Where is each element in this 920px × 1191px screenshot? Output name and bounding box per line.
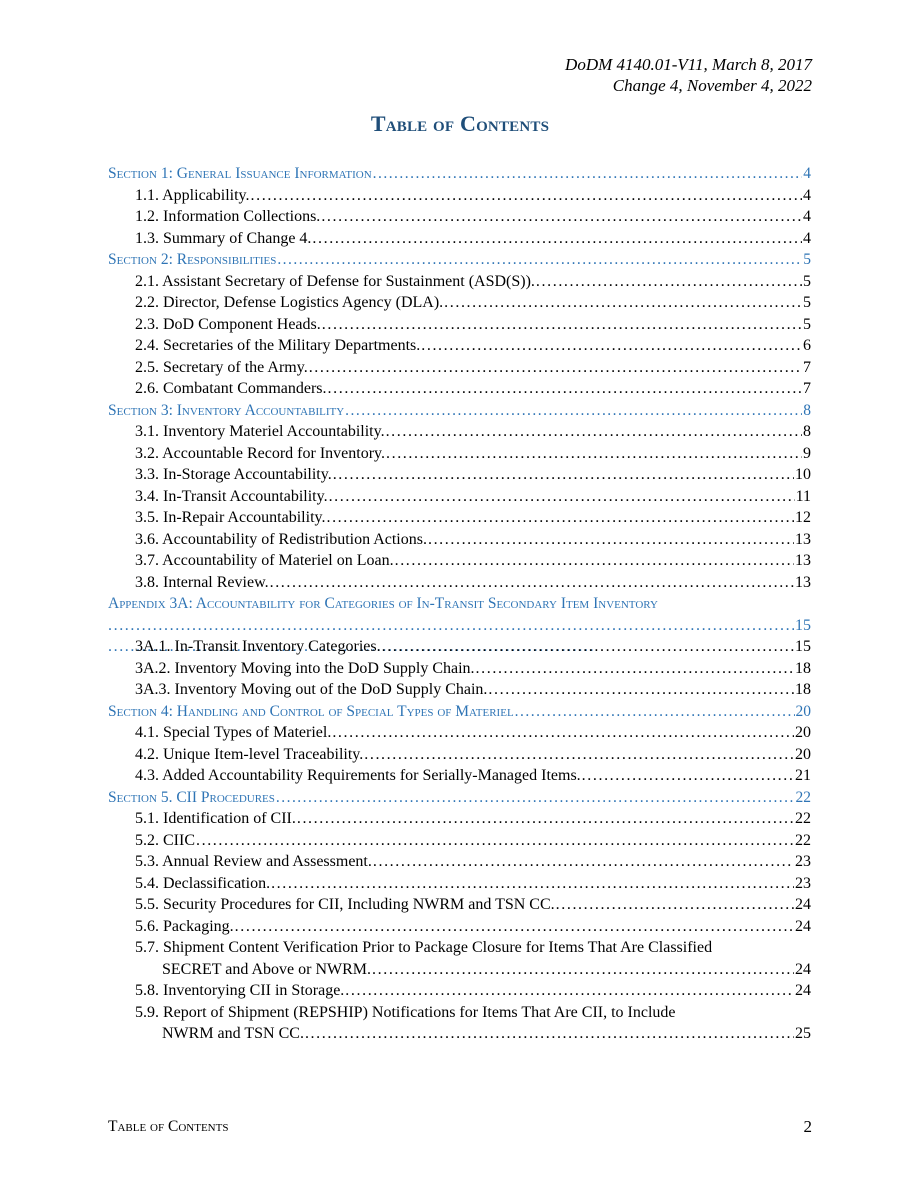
dot-leader bbox=[297, 808, 794, 830]
toc-item-link[interactable] bbox=[108, 529, 811, 551]
toc-entry-page: 6 bbox=[803, 337, 811, 354]
toc-entry-title: 5.8. Inventorying CII in Storage. bbox=[135, 982, 345, 999]
toc-item-link[interactable] bbox=[108, 744, 811, 766]
toc-entry-page: 22 bbox=[795, 788, 811, 806]
toc-item-link[interactable] bbox=[108, 421, 811, 443]
toc-entry-page: 25 bbox=[795, 1025, 811, 1042]
toc-entry-page: 20 bbox=[795, 702, 811, 720]
toc-entry-page: 10 bbox=[795, 466, 811, 483]
toc-entry-title: 1.3. Summary of Change 4. bbox=[135, 229, 312, 247]
dot-leader bbox=[276, 787, 795, 809]
toc-entry-title: Section 2: Responsibilities bbox=[108, 251, 277, 268]
dot-leader bbox=[488, 679, 794, 701]
toc-section-link[interactable] bbox=[108, 400, 811, 422]
toc-entry-page: 23 bbox=[795, 853, 811, 870]
toc-entry-title-continued: SECRET and Above or NWRM. bbox=[162, 960, 372, 978]
toc-entry-title: 2.2. Director, Defense Logistics Agency (DLA). bbox=[135, 294, 444, 311]
toc-item-link[interactable] bbox=[108, 808, 811, 830]
toc-entry-title: 2.5. Secretary of the Army. bbox=[135, 358, 308, 376]
toc-entry-title: 3.2. Accountable Record for Inventory. bbox=[135, 444, 385, 462]
dot-leader bbox=[515, 701, 795, 723]
dot-leader bbox=[536, 271, 802, 293]
toc-item-link[interactable] bbox=[108, 636, 811, 658]
dot-leader bbox=[421, 335, 802, 357]
toc-item-link[interactable] bbox=[108, 486, 811, 508]
toc-entry-page: 5 bbox=[803, 272, 811, 290]
toc-section-link[interactable] bbox=[108, 249, 811, 271]
toc-entry-page: 22 bbox=[795, 810, 811, 827]
dot-leader bbox=[329, 486, 795, 508]
toc-entry-title: 3.7. Accountability of Materiel on Loan. bbox=[135, 552, 394, 569]
toc-entry-title: 4.3. Added Accountability Requirements for Serially-Managed Items. bbox=[135, 767, 581, 784]
toc-entry-title: 2.1. Assistant Secretary of Defense for Sustainment (ASD(S)). bbox=[135, 272, 535, 290]
toc-entry-title: 3.8. Internal Review. bbox=[135, 573, 269, 591]
toc-entry-page: 5 bbox=[803, 315, 811, 333]
toc-item-link[interactable] bbox=[108, 228, 811, 250]
toc-entry-title: 3.1. Inventory Materiel Accountability. bbox=[135, 423, 385, 440]
dot-leader bbox=[373, 851, 794, 873]
page-number: 2 bbox=[803, 1117, 812, 1136]
toc-entry-title: Section 3: Inventory Accountability bbox=[108, 401, 345, 419]
toc-item-link[interactable] bbox=[108, 507, 811, 529]
dot-leader bbox=[196, 830, 794, 852]
toc-entry-title: 3.4. In-Transit Accountability. bbox=[135, 487, 328, 505]
toc-item-link[interactable] bbox=[108, 335, 811, 357]
toc-entry-page: 11 bbox=[795, 487, 811, 505]
toc-entry-title: 5.7. Shipment Content Verification Prior to Package Closure for Items That Are Classified bbox=[135, 939, 713, 956]
document-header bbox=[565, 54, 812, 96]
dot-leader bbox=[364, 744, 794, 766]
toc-entry-title: 4.1. Special Types of Materiel. bbox=[135, 724, 332, 741]
dot-leader bbox=[277, 249, 802, 271]
toc-item-link[interactable] bbox=[108, 873, 811, 895]
toc-entry-page: 13 bbox=[795, 552, 811, 569]
toc-entry-title: 3.6. Accountability of Redistribution Actions. bbox=[135, 530, 427, 548]
toc-entry-title: 1.1. Applicability. bbox=[135, 186, 250, 204]
toc-entry-title: 5.3. Annual Review and Assessment. bbox=[135, 853, 372, 870]
toc-entry-page: 7 bbox=[803, 358, 811, 376]
dot-leader bbox=[395, 550, 794, 572]
dot-leader bbox=[428, 529, 794, 551]
toc-entry-title-continued: NWRM and TSN CC. bbox=[162, 1025, 304, 1042]
toc-entry-title: Section 1: General Issuance Information bbox=[108, 165, 372, 182]
toc-item-link[interactable] bbox=[108, 980, 811, 1002]
toc-entry-page: 15 bbox=[795, 616, 811, 634]
toc-entry-page: 24 bbox=[795, 960, 811, 978]
dot-leader bbox=[345, 980, 794, 1002]
page-title: Table of Contents bbox=[370, 111, 550, 136]
toc-entry-title: 2.6. Combatant Commanders. bbox=[135, 380, 327, 397]
toc-item-link[interactable] bbox=[108, 894, 811, 916]
toc-entry-page: 8 bbox=[803, 401, 811, 419]
change-date: Change 4, November 4, 2022 bbox=[612, 76, 812, 95]
toc-item-link[interactable] bbox=[108, 572, 811, 594]
dot-leader bbox=[309, 357, 802, 379]
toc-entry-title: 1.2. Information Collections. bbox=[135, 208, 321, 225]
toc-entry-page: 9 bbox=[803, 444, 811, 462]
table-of-contents bbox=[108, 163, 811, 1045]
toc-item-link[interactable] bbox=[108, 916, 811, 938]
dot-leader bbox=[444, 292, 802, 314]
toc-entry-title: Appendix 3A: Accountability for Categories of In-Transit Secondary Item Inventory bbox=[108, 595, 658, 612]
toc-item-link[interactable] bbox=[108, 550, 811, 572]
toc-section-link[interactable] bbox=[108, 701, 811, 723]
toc-entry-title: 4.2. Unique Item-level Traceability. bbox=[135, 745, 364, 763]
toc-item-link[interactable] bbox=[108, 292, 811, 314]
toc-entry-page: 22 bbox=[795, 831, 811, 849]
toc-item-link[interactable] bbox=[108, 185, 811, 207]
dot-leader bbox=[251, 185, 802, 207]
toc-entry-page: 20 bbox=[795, 745, 811, 763]
toc-item-link[interactable] bbox=[108, 443, 811, 465]
toc-item-link[interactable] bbox=[108, 1002, 811, 1045]
toc-entry-title: 3A.1. In-Transit Inventory Categories. bbox=[135, 638, 381, 655]
toc-item-link[interactable] bbox=[108, 464, 811, 486]
toc-item-link[interactable] bbox=[108, 314, 811, 336]
dot-leader bbox=[328, 378, 802, 400]
toc-entry-page: 13 bbox=[795, 573, 811, 591]
dot-leader bbox=[332, 722, 794, 744]
toc-item-link[interactable] bbox=[108, 378, 811, 400]
toc-entry-title: 5.1. Identification of CII. bbox=[135, 810, 296, 827]
toc-item-link[interactable] bbox=[108, 765, 811, 787]
toc-entry-page: 4 bbox=[803, 186, 811, 204]
toc-entry-title: 2.3. DoD Component Heads. bbox=[135, 315, 321, 333]
toc-entry-title: 5.2. CIIC bbox=[135, 831, 195, 849]
dot-leader bbox=[556, 894, 794, 916]
dot-leader bbox=[386, 443, 802, 465]
dot-leader bbox=[305, 1023, 794, 1045]
dot-leader bbox=[271, 873, 794, 895]
toc-entry-page: 24 bbox=[795, 982, 811, 999]
toc-item-link[interactable] bbox=[108, 206, 811, 228]
dot-leader bbox=[312, 228, 802, 250]
toc-entry-title: 5.4. Declassification. bbox=[135, 874, 271, 892]
dot-leader bbox=[235, 916, 794, 938]
toc-entry-page: 4 bbox=[803, 165, 811, 182]
toc-entry-page: 8 bbox=[803, 423, 811, 440]
toc-entry-page: 4 bbox=[803, 229, 811, 247]
dot-leader bbox=[345, 400, 802, 422]
toc-entry-page: 12 bbox=[795, 509, 811, 526]
toc-section-link[interactable] bbox=[108, 163, 811, 185]
dot-leader bbox=[321, 206, 802, 228]
toc-entry-page: 7 bbox=[803, 380, 811, 397]
dot-leader bbox=[373, 163, 803, 185]
footer-label: Table of Contents bbox=[108, 1118, 229, 1135]
dot-leader bbox=[382, 636, 794, 658]
toc-item-link[interactable] bbox=[108, 937, 811, 980]
toc-entry-page: 24 bbox=[795, 896, 811, 913]
toc-entry-title: 3.3. In-Storage Accountability. bbox=[135, 466, 332, 483]
toc-entry-page: 5 bbox=[803, 294, 811, 311]
toc-entry-title: 3.5. In-Repair Accountability. bbox=[135, 509, 326, 526]
dot-leader bbox=[386, 421, 802, 443]
toc-appendix-link[interactable] bbox=[108, 593, 811, 636]
toc-entry-title: Section 5. CII Procedures bbox=[108, 788, 275, 806]
toc-item-link[interactable] bbox=[108, 830, 811, 852]
document-id: DoDM 4140.01-V11, March 8, 2017 bbox=[565, 55, 812, 74]
dot-leader bbox=[270, 572, 794, 594]
toc-item-link[interactable] bbox=[108, 851, 811, 873]
dot-leader bbox=[372, 959, 794, 981]
toc-entry-title: Section 4: Handling and Control of Special Types of Materiel bbox=[108, 702, 514, 720]
toc-item-link[interactable] bbox=[108, 722, 811, 744]
toc-item-link[interactable] bbox=[108, 658, 811, 680]
dot-leader bbox=[322, 314, 802, 336]
toc-entry-title: 5.5. Security Procedures for CII, Including NWRM and TSN CC. bbox=[135, 896, 555, 913]
toc-item-link[interactable] bbox=[108, 679, 811, 701]
toc-entry-page: 18 bbox=[795, 659, 811, 677]
dot-leader bbox=[476, 658, 794, 680]
toc-section-link[interactable] bbox=[108, 787, 811, 809]
toc-entry-title: 5.9. Report of Shipment (REPSHIP) Notifications for Items That Are CII, to Include bbox=[135, 1003, 676, 1021]
toc-entry-page: 20 bbox=[795, 724, 811, 741]
dot-leader bbox=[582, 765, 794, 787]
toc-entry-page: 21 bbox=[795, 767, 811, 784]
toc-item-link[interactable] bbox=[108, 271, 811, 293]
toc-entry-page: 4 bbox=[803, 208, 811, 225]
toc-entry-page: 18 bbox=[795, 681, 811, 698]
dot-leader bbox=[326, 507, 794, 529]
toc-entry-title: 3A.2. Inventory Moving into the DoD Supply Chain. bbox=[135, 659, 475, 677]
toc-entry-title: 2.4. Secretaries of the Military Departments. bbox=[135, 337, 421, 354]
toc-entry-title: 3A.3. Inventory Moving out of the DoD Supply Chain. bbox=[135, 681, 488, 698]
toc-entry-page: 23 bbox=[795, 874, 811, 892]
dot-leader bbox=[333, 464, 794, 486]
toc-item-link[interactable] bbox=[108, 357, 811, 379]
toc-entry-page: 24 bbox=[795, 917, 811, 935]
toc-entry-page: 5 bbox=[803, 251, 811, 268]
toc-entry-page: 15 bbox=[795, 638, 811, 655]
toc-entry-page: 13 bbox=[795, 530, 811, 548]
toc-entry-title: 5.6. Packaging. bbox=[135, 917, 234, 935]
